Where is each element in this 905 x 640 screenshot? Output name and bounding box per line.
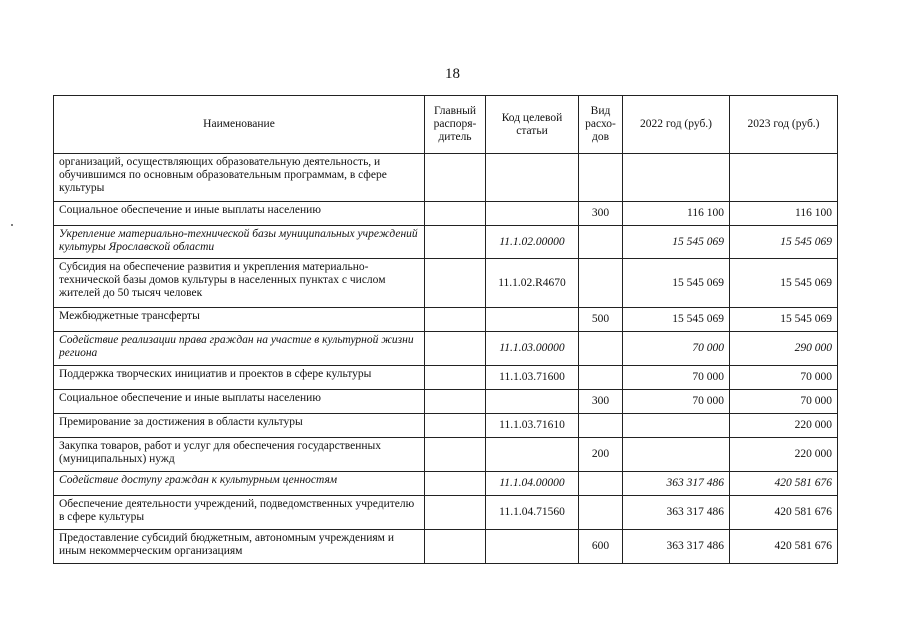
cell-admin xyxy=(425,332,486,366)
cell-type xyxy=(579,472,623,496)
cell-2022 xyxy=(623,154,730,202)
cell-name: Закупка товаров, работ и услуг для обеспечения государственных (муниципальных) нужд xyxy=(54,438,425,472)
cell-2022: 15 545 069 xyxy=(623,308,730,332)
cell-name: Премирование за достижения в области культуры xyxy=(54,414,425,438)
cell-code xyxy=(486,530,579,564)
cell-admin xyxy=(425,308,486,332)
cell-2022 xyxy=(623,414,730,438)
cell-code: 11.1.03.71600 xyxy=(486,366,579,390)
cell-type: 500 xyxy=(579,308,623,332)
cell-2022: 363 317 486 xyxy=(623,496,730,530)
table-row xyxy=(54,259,838,308)
margin-dot xyxy=(11,224,13,226)
cell-name: Социальное обеспечение и иные выплаты населению xyxy=(54,390,425,414)
cell-2022: 363 317 486 xyxy=(623,472,730,496)
cell-2022 xyxy=(623,438,730,472)
cell-2023: 70 000 xyxy=(730,366,838,390)
cell-name: Межбюджетные трансферты xyxy=(54,308,425,332)
cell-admin xyxy=(425,414,486,438)
cell-name: Субсидия на обеспечение развития и укрепления материально-технической базы домов культуры в населенных пунктах с числом жителей до 50 тысяч человек xyxy=(54,259,425,308)
cell-type xyxy=(579,259,623,308)
cell-admin xyxy=(425,259,486,308)
cell-type: 300 xyxy=(579,390,623,414)
cell-2022: 70 000 xyxy=(623,390,730,414)
cell-name: Укрепление материально-технической базы муниципальных учреждений культуры Ярославской области xyxy=(54,226,425,259)
cell-name: Социальное обеспечение и иные выплаты населению xyxy=(54,202,425,226)
cell-type: 200 xyxy=(579,438,623,472)
table-row xyxy=(54,366,838,390)
cell-admin xyxy=(425,154,486,202)
cell-2022: 15 545 069 xyxy=(623,226,730,259)
cell-2023: 420 581 676 xyxy=(730,530,838,564)
cell-type xyxy=(579,496,623,530)
table-row xyxy=(54,438,838,472)
cell-type xyxy=(579,414,623,438)
cell-2023: 70 000 xyxy=(730,390,838,414)
cell-type xyxy=(579,366,623,390)
table-row xyxy=(54,530,838,564)
cell-code: 11.1.04.71560 xyxy=(486,496,579,530)
cell-2023: 15 545 069 xyxy=(730,259,838,308)
cell-name: Содействие реализации права граждан на участие в культурной жизни региона xyxy=(54,332,425,366)
table-row xyxy=(54,202,838,226)
cell-type: 300 xyxy=(579,202,623,226)
cell-admin xyxy=(425,366,486,390)
cell-code: 11.1.02.00000 xyxy=(486,226,579,259)
cell-type xyxy=(579,154,623,202)
table-row xyxy=(54,332,838,366)
header-name: Наименование xyxy=(54,96,425,154)
cell-code: 11.1.02.R4670 xyxy=(486,259,579,308)
cell-code xyxy=(486,308,579,332)
cell-code: 11.1.04.00000 xyxy=(486,472,579,496)
cell-type xyxy=(579,332,623,366)
cell-2023: 220 000 xyxy=(730,438,838,472)
cell-2023: 220 000 xyxy=(730,414,838,438)
table-row xyxy=(54,496,838,530)
cell-2023: 420 581 676 xyxy=(730,496,838,530)
page-number: 18 xyxy=(445,66,460,82)
cell-code xyxy=(486,438,579,472)
cell-type: 600 xyxy=(579,530,623,564)
cell-admin xyxy=(425,226,486,259)
cell-code: 11.1.03.00000 xyxy=(486,332,579,366)
cell-admin xyxy=(425,438,486,472)
cell-2023: 420 581 676 xyxy=(730,472,838,496)
header-admin: Главный распоря-дитель xyxy=(425,96,486,154)
cell-admin xyxy=(425,496,486,530)
cell-2022: 116 100 xyxy=(623,202,730,226)
cell-2023 xyxy=(730,154,838,202)
cell-type xyxy=(579,226,623,259)
cell-admin xyxy=(425,530,486,564)
cell-name: Содействие доступу граждан к культурным ценностям xyxy=(54,472,425,496)
cell-code xyxy=(486,202,579,226)
header-code: Код целевой статьи xyxy=(486,96,579,154)
cell-code xyxy=(486,390,579,414)
table-row xyxy=(54,414,838,438)
cell-code: 11.1.03.71610 xyxy=(486,414,579,438)
cell-2022: 70 000 xyxy=(623,332,730,366)
table-row xyxy=(54,390,838,414)
table-row xyxy=(54,308,838,332)
header-2022: 2022 год (руб.) xyxy=(623,96,730,154)
table-header-row xyxy=(54,96,838,154)
cell-2022: 363 317 486 xyxy=(623,530,730,564)
cell-admin xyxy=(425,390,486,414)
cell-2022: 70 000 xyxy=(623,366,730,390)
cell-admin xyxy=(425,202,486,226)
budget-table xyxy=(53,95,838,564)
cell-name: Предоставление субсидий бюджетным, автономным учреждениям и иным некоммерческим организациям xyxy=(54,530,425,564)
cell-code xyxy=(486,154,579,202)
cell-2023: 290 000 xyxy=(730,332,838,366)
cell-name: Поддержка творческих инициатив и проектов в сфере культуры xyxy=(54,366,425,390)
cell-2023: 15 545 069 xyxy=(730,308,838,332)
header-type: Вид расхо-дов xyxy=(579,96,623,154)
cell-2023: 15 545 069 xyxy=(730,226,838,259)
cell-name: Обеспечение деятельности учреждений, подведомственных учредителю в сфере культуры xyxy=(54,496,425,530)
table-row xyxy=(54,472,838,496)
header-2023: 2023 год (руб.) xyxy=(730,96,838,154)
table-row xyxy=(54,154,838,202)
cell-name: организаций, осуществляющих образовательную деятельность, и обучившимся по основным образовательным программам, в сфере культуры xyxy=(54,154,425,202)
cell-admin xyxy=(425,472,486,496)
cell-2023: 116 100 xyxy=(730,202,838,226)
cell-2022: 15 545 069 xyxy=(623,259,730,308)
table-row xyxy=(54,226,838,259)
